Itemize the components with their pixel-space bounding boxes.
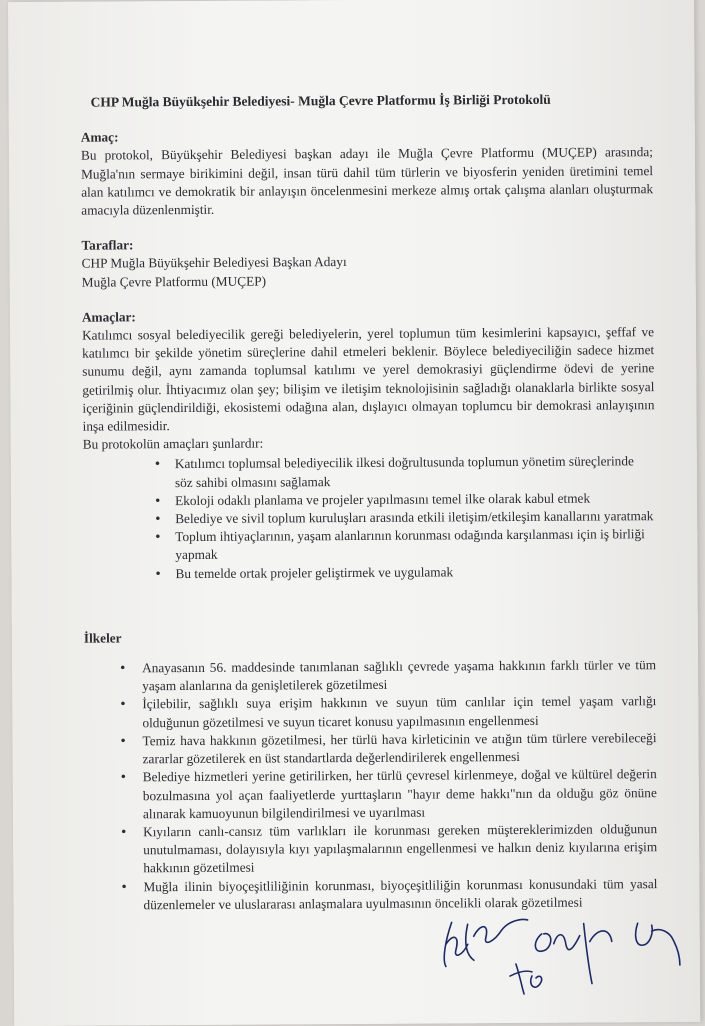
signature-3: [636, 923, 680, 965]
list-item: • Bu temelde ortak projeler geliştirmek ve uygulamak: [175, 562, 655, 583]
list-item: • Belediye ve sivil toplum kuruluşları arasında etkili iletişim/etkileşim kanallarını yaratmak: [175, 507, 655, 528]
list-item: • Kıyıların canlı-cansız tüm varlıkları ile korunması gereken müştereklerimizden olduğunun unutulmaması, dolayısıyla kıyı yapılaşmalarının engellenmesi ve halkın deniz kıyılarına erişim hakkının gözetilmesi: [143, 820, 657, 878]
amaclar-heading: Amaçlar:: [81, 309, 136, 325]
list-item: • İçilebilir, sağlıklı suya erişim hakkının ve suyun tüm canlılar için temel yaşam varlığı olduğunun gözetilmesi ve suyun ticaret konusu yapılmasının engellenmesi: [142, 693, 656, 733]
goals-list: [83, 453, 656, 584]
signature-1: [444, 919, 528, 966]
list-item: • Belediye hizmetleri yerine getirilirken, her türlü çevresel kirlenmeye, doğal ve kültürel değerin bozulmasına yol açan faaliyetlerde yurttaşların "hayır deme hakkı"nın da olduğu göz önüne alınarak kamuoyunun bilgilendirilmesi ve uyarılması: [143, 765, 657, 823]
amaclar-intro: Bu protokolün amaçları şunlardır:: [82, 435, 264, 452]
document-title: CHP Muğla Büyükşehir Belediyesi- Muğla Çevre Platformu İş Birliği Protokolü: [90, 91, 551, 110]
amac-heading: Amaç:: [80, 129, 119, 145]
amaclar-text: Katılımcı sosyal belediyecilik gereği belediyelerin, yerel toplumun tüm kesimlerini kapsayıcı, şeffaf ve katılımcı bir şekilde yönetim süreçlerine dahil etmeleri beklenir. Böylece belediyeciliğin sadece hizmet sunumu değil, aynı zamanda toplumsal katılımı ve yerel demokrasiyi güçlendirme ödevi de yerine getirilmiş olur. İhtiyacımız olan şey; bilişim ve iletişim teknolojisinin sağladığı olanaklarla birlikte sosyal içeriğinin güçlendirildiği, ekosistemi odağına alan, dışlayıcı olmayan toplumcu bir demokrasi anlayışının inşa edilmesidir.: [81, 324, 655, 434]
list-item: • Toplum ihtiyaçlarının, yaşam alanlarının korunması odağında karşılanması için iş birliği yapmak: [175, 525, 655, 564]
paper-sheet: [8, 0, 700, 1026]
signature-initials: [510, 964, 542, 994]
section-ilkeler: [84, 626, 658, 915]
list-item: • Katılımcı toplumsal belediyecilik ilkesi doğrultusunda toplumun yönetim süreçlerinde söz sahibi olmasını sağlamak: [175, 453, 655, 492]
list-item: • Temiz hava hakkının gözetilmesi, her türlü hava kirleticinin ve atığın tüm türlere verebileceği zararlar gözetilerek en üst standartlarda değerlendirilerek engellenmesi: [142, 729, 656, 769]
section-taraflar: [81, 233, 653, 291]
list-item: • Ekoloji odaklı planlama ve projeler yapılmasını temel ilke olarak kabul etmek: [175, 489, 655, 510]
signature-2: [535, 923, 612, 983]
section-amac: [81, 125, 654, 220]
principles-list: [84, 656, 658, 914]
section-amaclar: [82, 305, 656, 584]
amac-text: Bu protokol, Büyükşehir Belediyesi başkan adayı ile Muğla Çevre Platformu (MUÇEP) arasında; Muğla'nın sermaye birikimini değil, insan türü dahil tüm türlerin ve biyosferin yeniden üretimini temel alan katılımcı ve demokratik bir anlayışın öncelenmesini merkeze almış ortak çalışma alanları oluşturmak amacıyla düzenlenmiştir.: [80, 144, 654, 218]
party-1: CHP Muğla Büyükşehir Belediyesi Başkan Adayı: [81, 254, 347, 272]
list-item: • Anayasanın 56. maddesinde tanımlanan sağlıklı çevrede yaşama hakkının farklı türler ve tüm yaşam alanlarına da genişletilerek gözetilmesi: [142, 656, 656, 696]
party-2: Muğla Çevre Platformu (MUÇEP): [81, 273, 267, 290]
signatures: [423, 883, 694, 1005]
list-item: • Muğla ilinin biyoçeşitliliğinin korunması, biyoçeşitliliğin korunması konusundaki tüm yasal düzenlemeler ve uluslararası anlaşmalara uyulmasının öncelikli olarak gözetilmesi: [143, 875, 657, 915]
document-body: [81, 90, 658, 914]
ilkeler-heading: İlkeler: [83, 630, 122, 646]
taraflar-heading: Taraflar:: [81, 237, 134, 253]
